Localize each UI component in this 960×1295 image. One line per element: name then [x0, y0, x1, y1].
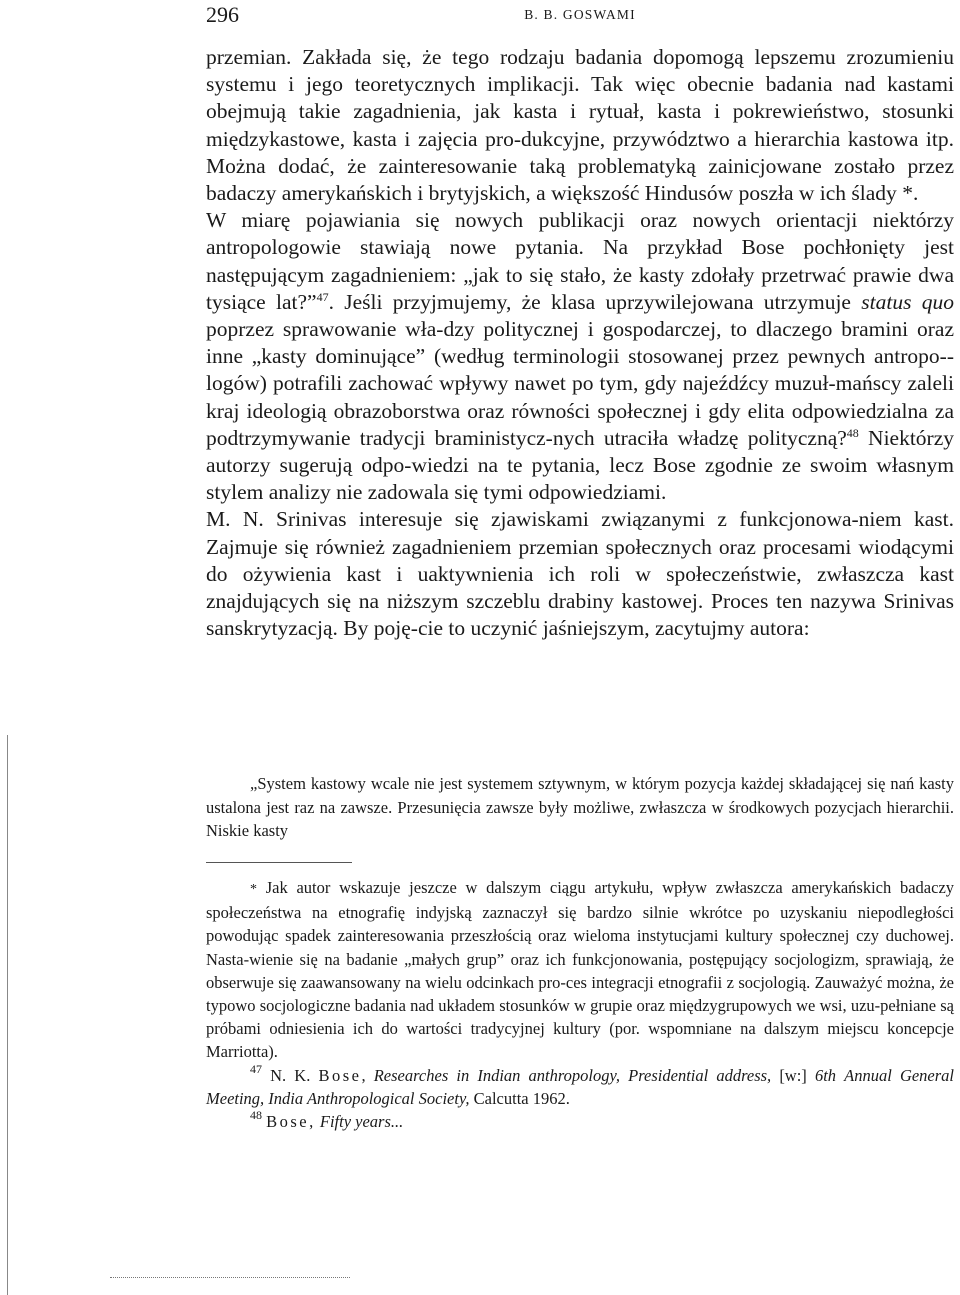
main-text [206, 44, 954, 642]
paragraph [206, 207, 954, 506]
footnote-author: Bose [318, 1065, 362, 1085]
paragraph-text: . Jeśli przyjmujemy, że klasa uprzywilejowana utrzymuje [328, 289, 862, 314]
footnote-ref: 48 [846, 425, 859, 440]
page-header [206, 2, 954, 32]
footnote-marker: * [250, 882, 257, 897]
paragraph [206, 44, 954, 207]
footnote-title: Fifty years... [319, 1112, 404, 1132]
paragraph-text: . [912, 181, 919, 206]
footnote-author: Bose, [266, 1112, 316, 1132]
footnote-number: 47 [250, 1061, 262, 1076]
block-quote [206, 772, 954, 843]
footnote-title: Researches in Indian anthropology, Presidential address, [373, 1065, 772, 1085]
footnote-ordinal: 6th [814, 1065, 837, 1085]
footnote-star [206, 876, 954, 1064]
footnote-48 [206, 1110, 954, 1133]
footnote-47: $^{47}$ N. K. Bose, Researches in Indian anthropology, Presidential address, [w:] 6th Annual General Meeting, India Anthropological Society, Calcutta 1962. [206, 1061, 955, 1108]
page-number: 296 [206, 2, 239, 27]
footnote-series: Annual General Meeting, India Anthropological Society, [206, 1065, 955, 1108]
footnote-place: Calcutta 1962. [473, 1088, 570, 1108]
running-head: B. B. GOSWAMI [524, 7, 636, 22]
paragraph-text: Niektórzy autorzy sugerują odpo-wiedzi na te pytania, lecz Bose zgodnie ze swoim własnym stylem analizy nie zadowala się tymi odpowiedziami. [206, 425, 955, 505]
footnote-author-initials: N. K. [270, 1065, 311, 1085]
italic-term: status quo [861, 289, 954, 314]
footnotes [206, 876, 954, 1133]
footnote-in: [w:] [779, 1065, 807, 1085]
quote-text: „System kastowy wcale nie jest systemem sztywnym, w którym pozycja każdej składającej się nań kasty ustalona jest raz na zawsze. Przesunięcia zawsze były możliwe, zwłaszcza w środkowych pozycjach hierarchii. Niskie kasty [206, 774, 954, 840]
footnote-marker: * [902, 181, 913, 206]
footnote-ref: 47 [316, 289, 329, 304]
footnote-separator [206, 862, 352, 863]
footnote-text: Jak autor wskazuje jeszcze w dalszym ciągu artykułu, wpływ zwłaszcza amerykańskich badaczy społeczeństwa na etnografię indyjską zaznaczył się bardzo silnie wkrótce po uzyskaniu niepodległości powodując spadek zainteresowania przeszłością oraz wieloma instytucjami kultury społecznej czy duchowej. Nasta-wienie się na badanie „małych grup” oraz ich funkcjonowania, postępujący socjologizm, sprawiają, że obserwuje się zaawansowany na wielu odcinkach pro-ces integracji etnografii z socjologią. Zauważyć można, że typowo socjologiczne badania nad układem stosunków w grupie oraz międzygrupowych we wsi, uzu-pełniane są próbami odniesienia ich do wartości tradycyjnej kultury (por. wspomniane na dalszym miejscu koncepcje Marriotta). [206, 878, 955, 1062]
footnote-number: 48 [250, 1108, 262, 1123]
paragraph: M. N. Srinivas interesuje się zjawiskami związanymi z funkcjonowa-niem kast. Zajmuje się również zagadnieniem przemian społecznych oraz procesami wiodącymi do ożywienia kast i uaktywnienia ich roli w społeczeństwie, zwłaszcza kast znajdujących się na niższym szczeblu drabiny kastowej. Proces ten nazywa Srinivas sanskrytyzacją. By poję-cie to uczynić jaśniejszym, zacytujmy autora: [206, 507, 954, 641]
scan-margin-line [7, 735, 8, 1295]
paragraph-text: poprzez sprawowanie wła-dzy politycznej i gospodarczej, to dlaczego bramini oraz inne „kasty dominujące” (według terminologii stosowanej przez pewnych antropo-logów) potrafili zachować wpływy nawet po tym, gdy najeźdźcy muzuł-mańscy zaleli kraj ideologią obrazoborstwa oraz równości społecznej i gdy elita odpowiedzialna za podtrzymywanie tradycji braministycz-nych utraciła władzę polityczną? [206, 317, 954, 450]
paragraph-text: W miarę pojawiania się nowych publikacji oraz nowych orientacji niektórzy antropologowie stawiają nowe pytania. Na przykład Bose pochłonięty jest następującym zagadnieniem: „jak to się stało, że kasty zdołały przetrwać prawie dwa tysiące lat?” [206, 208, 954, 314]
scan-artifact [110, 1277, 350, 1281]
paragraph-text: przemian. Zakłada się, że tego rodzaju badania dopomogą lepszemu zrozumieniu systemu i jego teoretycznych implikacji. Tak więc obecnie badania nad kastami obejmują takie zagadnienia, jak kasta i rytuał, kasta i pokrewieństwo, stosunki międzykastowe, kasta i zajęcia pro-dukcyjne, przywództwo a hierarchia kastowa itp. Można dodać, że zainteresowanie taką problematyką zainicjowane zostało przez badaczy amerykańskich i brytyjskich, a większość Hindusów poszła w ich ślady [206, 45, 954, 206]
